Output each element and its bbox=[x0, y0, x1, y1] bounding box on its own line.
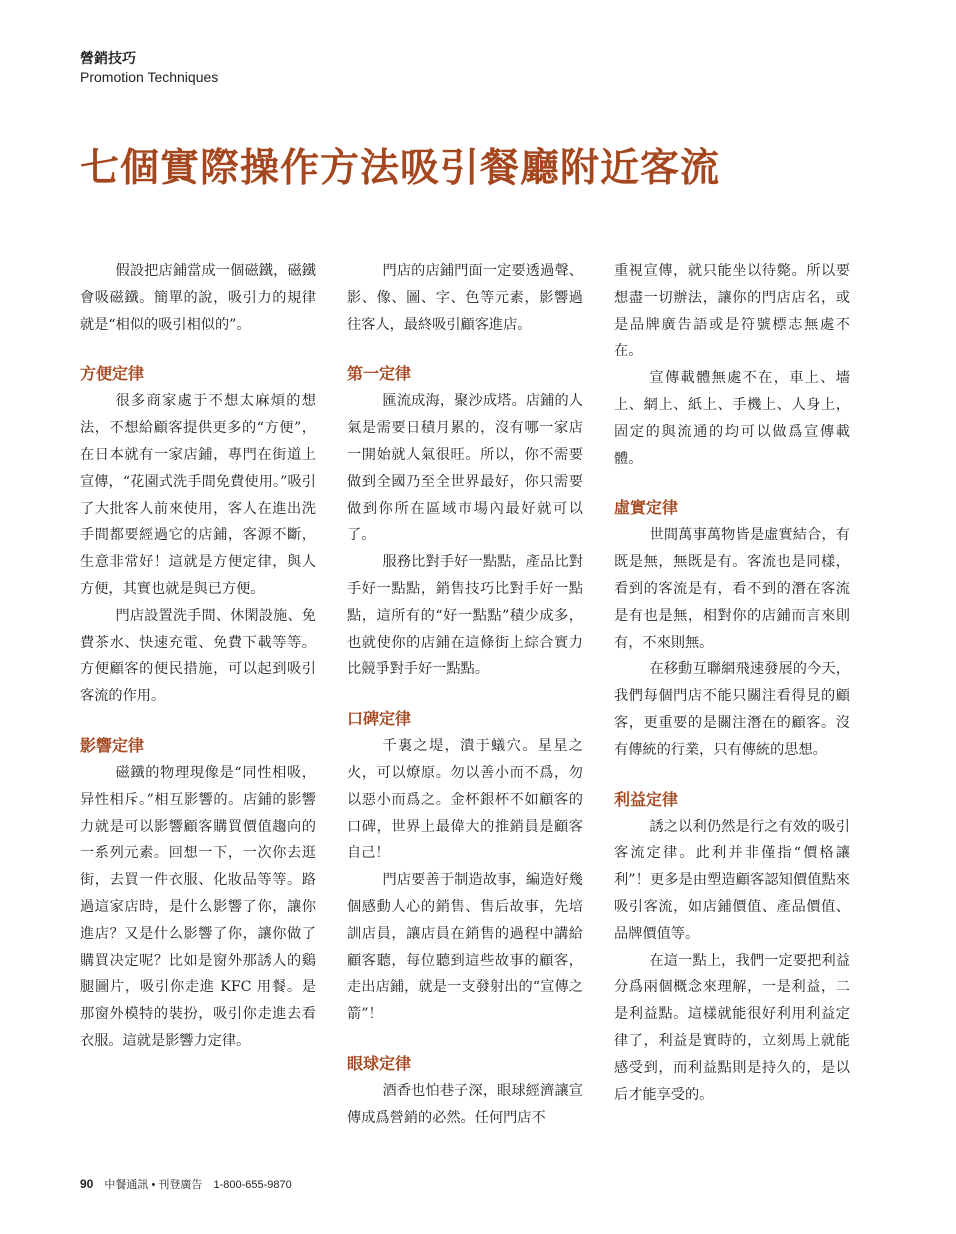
text-column-3 bbox=[614, 258, 850, 1108]
text-column-1 bbox=[80, 258, 316, 1055]
section-heading: 口碑定律 bbox=[347, 709, 412, 729]
body-paragraph: 門店的店鋪門面一定要透過聲、影、像、圖、字、色等元素，影響過往客人，最終吸引顧客進店。 bbox=[347, 263, 583, 333]
section-label-chinese: 營銷技巧 bbox=[80, 51, 136, 67]
page-footer bbox=[80, 1177, 292, 1192]
advertising-phone: 1-800-655-9870 bbox=[213, 1179, 292, 1191]
section-tag bbox=[80, 50, 218, 86]
body-paragraph: 在移動互聯網飛速發展的今天，我們每個門店不能只關注看得見的顧客，更重要的是關注潛在的顧客。沒有傳統的行業，只有傳統的思想。 bbox=[614, 661, 850, 758]
section-heading: 虛實定律 bbox=[614, 498, 679, 518]
section-heading: 方便定律 bbox=[80, 364, 145, 384]
section-heading: 影響定律 bbox=[80, 735, 145, 755]
body-paragraph: 酒香也怕巷子深，眼球經濟讓宣傳成爲營銷的必然。任何門店不 bbox=[347, 1082, 583, 1126]
body-paragraph: 世間萬事萬物皆是虛實結合，有既是無，無既是有。客流也是同樣，看到的客流是有，看不到的潛在客流是有也是無，相對你的店鋪而言來則有，不來則無。 bbox=[614, 527, 850, 651]
page-number: 90 bbox=[80, 1177, 94, 1191]
body-paragraph: 門店要善于制造故事，編造好幾個感動人心的銷售、售后故事，先培訓店員，讓店員在銷售的過程中講給顧客聽，每位聽到這些故事的顧客，走出店鋪，就是一支發射出的“宣傳之箭”！ bbox=[347, 872, 583, 1023]
body-paragraph: 重視宣傳，就只能坐以待斃。所以要想盡一切辦法，讓你的門店店名，或是品牌廣告語或是符號標志無處不在。 bbox=[614, 263, 850, 360]
body-paragraph: 在這一點上，我們一定要把利益分爲兩個概念來理解，一是利益，二是利益點。這樣就能很好利用利益定律了，利益是實時的，立刻馬上就能感受到，而利益點則是持久的，是以后才能享受的。 bbox=[614, 952, 850, 1103]
publication-name: 中餐通訊 • 刊登廣告 bbox=[104, 1179, 203, 1191]
body-paragraph: 誘之以利仍然是行之有效的吸引客流定律。此利并非僅指“價格讓利”！更多是由塑造顧客認知價值點來吸引客流，如店鋪價值、產品價值、品牌價值等。 bbox=[614, 818, 850, 942]
section-heading: 第一定律 bbox=[347, 364, 412, 384]
section-label-english: Promotion Techniques bbox=[80, 69, 219, 85]
body-paragraph: 宣傳載體無處不在，車上、墻上、網上、紙上、手機上、人身上，固定的與流通的均可以做爲宣傳載體。 bbox=[614, 370, 850, 467]
body-paragraph: 假設把店鋪當成一個磁鐵，磁鐵會吸磁鐵。簡單的說，吸引力的規律就是“相似的吸引相似的”。 bbox=[80, 263, 316, 333]
section-heading: 眼球定律 bbox=[347, 1053, 412, 1073]
body-paragraph: 千裏之堤，潰于蟻穴。星星之火，可以燎原。勿以善小而不爲，勿以惡小而爲之。金杯銀杯不如顧客的口碑，世界上最偉大的推銷員是顧客自己！ bbox=[347, 738, 583, 862]
body-paragraph: 服務比對手好一點點，產品比對手好一點點，銷售技巧比對手好一點點，這所有的“好一點點”積少成多，也就使你的店鋪在這條街上綜合實力比競爭對手好一點點。 bbox=[347, 554, 583, 678]
text-column-2 bbox=[347, 258, 583, 1132]
section-heading: 利益定律 bbox=[614, 789, 679, 809]
article-title: 七個實際操作方法吸引餐廳附近客流 bbox=[80, 145, 721, 191]
body-paragraph: 門店設置洗手間、休閑設施、免費茶水、快速充電、免費下載等等。方便顧客的便民措施，可以起到吸引客流的作用。 bbox=[80, 607, 316, 705]
body-paragraph: 很多商家處于不想太麻煩的想法，不想給顧客提供更多的“方便”，在日本就有一家店鋪，專門在街道上宣傳，“花園式洗手間免費使用。”吸引了大批客人前來使用，客人在進出洗手間都要經過它的店鋪，客源不斷，生意非常好！這就是方便定律，與人方便，其實也就是與已方便。 bbox=[80, 393, 316, 597]
body-paragraph: 匯流成海，聚沙成塔。店鋪的人氣是需要日積月累的，沒有哪一家店一開始就人氣很旺。所以，你不需要做到全國乃至全世界最好，你只需要做到你所在區域市場內最好就可以了。 bbox=[347, 393, 583, 544]
body-paragraph: 磁鐵的物理現像是“同性相吸，异性相斥。”相互影響的。店鋪的影響力就是可以影響顧客購買價值趨向的一系列元素。回想一下，一次你去逛街，去買一件衣服、化妝品等等。路過這家店時，是什么影響了你，讓你進店？又是什么影響了你，讓你做了購買决定呢？比如是窗外那誘人的鷄腿圖片，吸引你走進 KFC 用餐。是那窗外模特的裝扮，吸引你走進去看衣服。這就是影響力定律。 bbox=[80, 764, 316, 1049]
